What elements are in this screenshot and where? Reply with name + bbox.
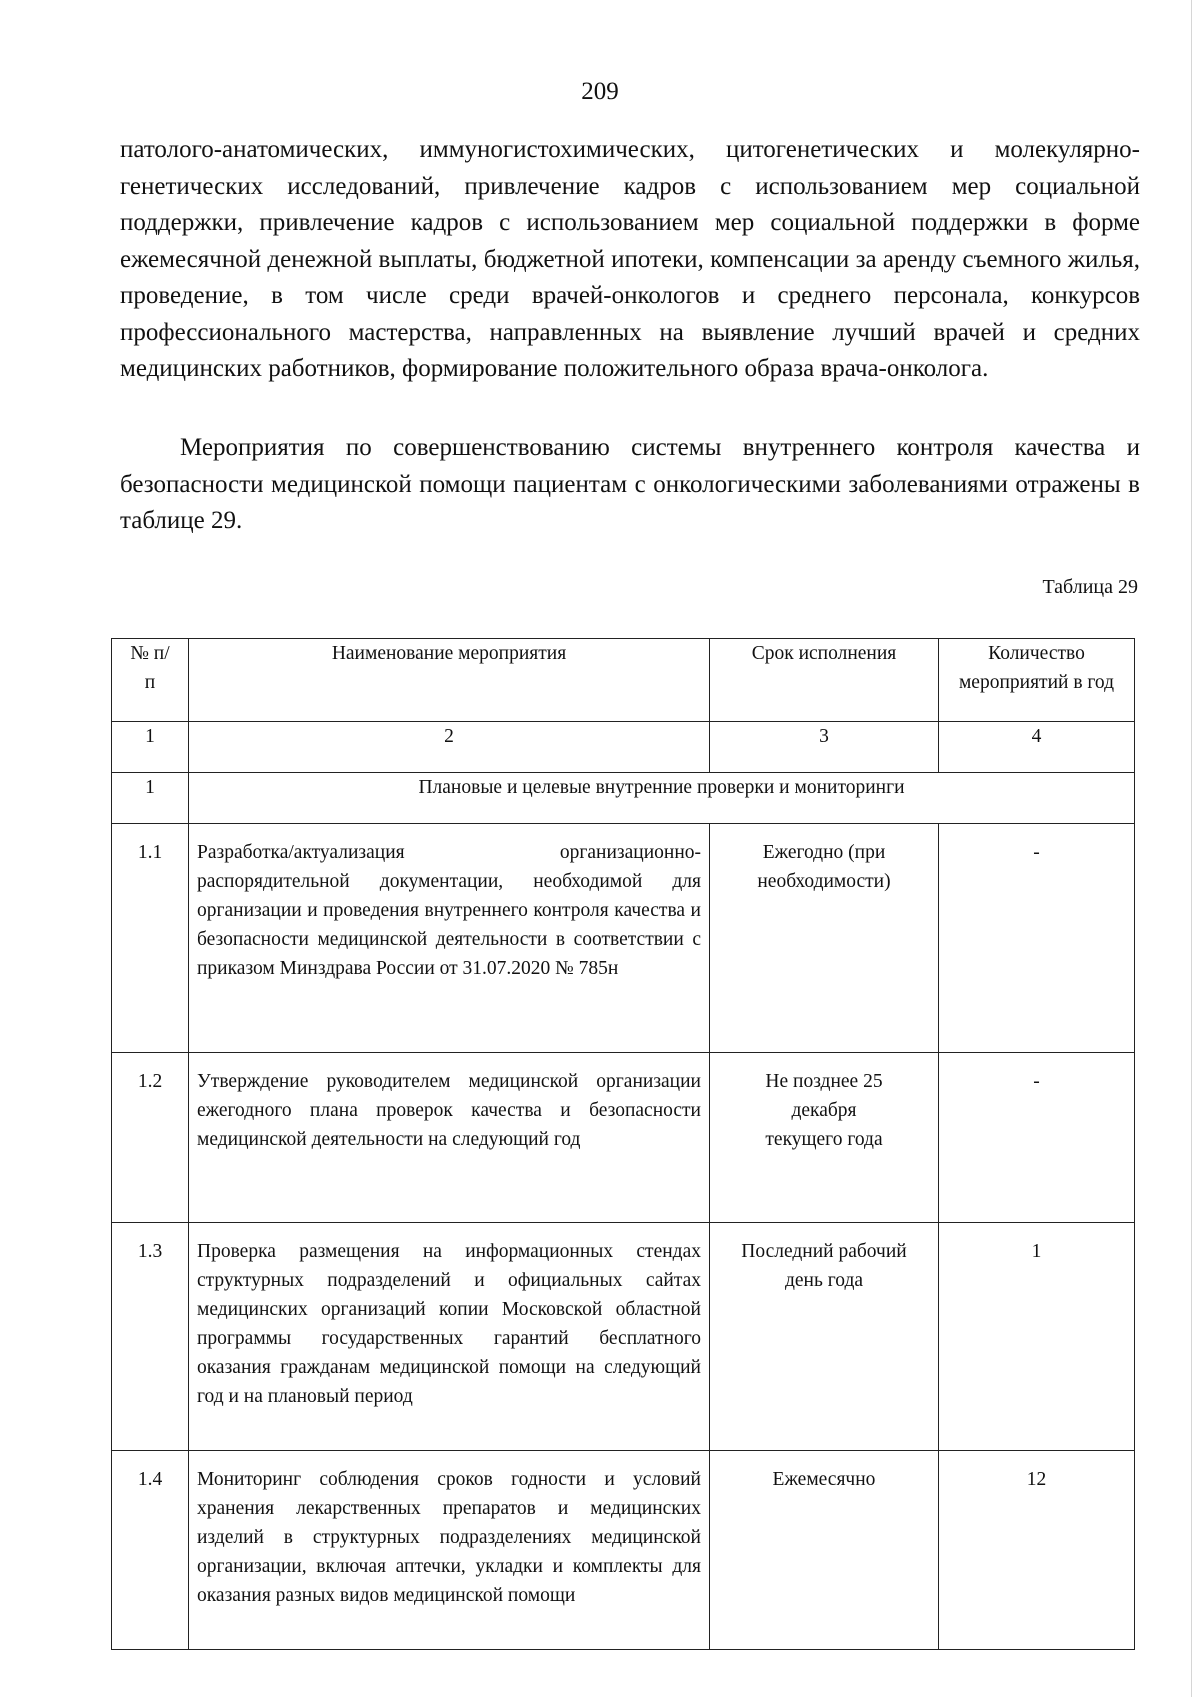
- row-name: Проверка размещения на информационных стендах структурных подразделений и официальных сайтах медицинских организаций копии Московской областной программы государственных гарантий бесплатного оказания гражданам медицинской помощи на следующий год и на плановый период: [189, 1223, 710, 1451]
- row-number: 1.4: [112, 1451, 189, 1650]
- table-row: [112, 1451, 1135, 1650]
- table-row: [112, 1223, 1135, 1451]
- paragraph-table-intro: Мероприятия по совершенствованию системы внутреннего контроля качества и безопасности медицинской помощи пациентам с онкологическими заболеваниями отражены в таблице 29.: [120, 434, 1140, 534]
- scan-edge-line: [1191, 0, 1192, 1697]
- header-number: № п/п: [112, 639, 189, 722]
- row-term: Ежегодно (при необходимости): [710, 824, 939, 1053]
- column-number: 2: [189, 722, 710, 773]
- header-term: Срок исполнения: [710, 639, 939, 722]
- table-caption: Таблица 29: [1042, 576, 1138, 598]
- row-name: Разработка/актуализация организационно-распорядительной документации, необходимой для организации и проведения внутреннего контроля качества и безопасности медицинской деятельности в соответствии с приказом Минздрава России от 31.07.2020 № 785н: [189, 824, 710, 1053]
- table-header-row: [112, 639, 1135, 722]
- row-count: -: [939, 824, 1135, 1053]
- row-term: Последний рабочий день года: [710, 1223, 939, 1451]
- row-count: 12: [939, 1451, 1135, 1650]
- row-number: 1.1: [112, 824, 189, 1053]
- column-numbers-row: [112, 722, 1135, 773]
- header-count: Количество мероприятий в год: [939, 639, 1135, 722]
- paragraph-continuation: патолого-анатомических, иммуногистохимических, цитогенетических и молекулярно-генетических исследований, привлечение кадров с использованием мер социальной поддержки, привлечение кадров с использованием мер социальной поддержки в форме ежемесячной денежной выплаты, бюджетной ипотеки, компенсации за аренду съемного жилья, проведение, в том числе среди врачей-онкологов и среднего персонала, конкурсов профессионального мастерства, направленных на выявление лучший врачей и средних медицинских работников, формирование положительного образа врача-онколога.: [120, 136, 1140, 382]
- measures-table: [111, 638, 1135, 1650]
- column-number: 4: [939, 722, 1135, 773]
- row-number: 1.3: [112, 1223, 189, 1451]
- row-count: -: [939, 1053, 1135, 1223]
- page-number: 209: [581, 78, 619, 105]
- section-number: 1: [112, 773, 189, 824]
- section-title: Плановые и целевые внутренние проверки и мониторинги: [189, 773, 1135, 824]
- table-row: [112, 824, 1135, 1053]
- table-row: [112, 1053, 1135, 1223]
- header-name: Наименование мероприятия: [189, 639, 710, 722]
- row-count: 1: [939, 1223, 1135, 1451]
- column-number: 1: [112, 722, 189, 773]
- row-number: 1.2: [112, 1053, 189, 1223]
- row-name: Мониторинг соблюдения сроков годности и условий хранения лекарственных препаратов и медицинских изделий в структурных подразделениях медицинской организации, включая аптечки, укладки и комплекты для оказания разных видов медицинской помощи: [189, 1451, 710, 1650]
- row-term: Ежемесячно: [710, 1451, 939, 1650]
- column-number: 3: [710, 722, 939, 773]
- row-name: Утверждение руководителем медицинской организации ежегодного плана проверок качества и безопасности медицинской деятельности на следующий год: [189, 1053, 710, 1223]
- row-term: Не позднее 25 декабря текущего года: [710, 1053, 939, 1223]
- section-row: [112, 773, 1135, 824]
